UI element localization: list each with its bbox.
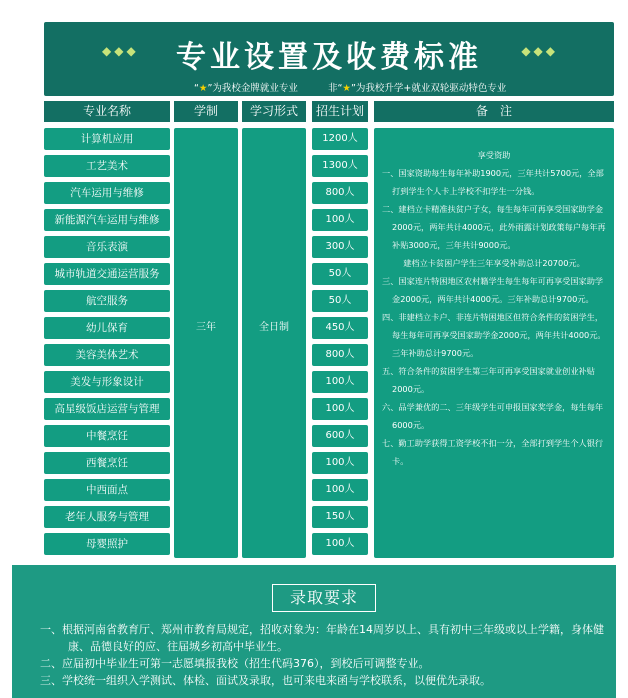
- column-header-notes: 备 注: [374, 101, 614, 122]
- note-item: 一、国家资助每生每年补助1900元，三年共计5700元，全部打到学生个人卡上学校不扣学生一分钱。: [382, 168, 604, 196]
- plan-cell: 150人: [312, 506, 368, 528]
- plan-cell: 1200人: [312, 128, 368, 150]
- plan-cell: 100人: [312, 452, 368, 474]
- major-cell: 西餐烹饪: [44, 452, 170, 474]
- plan-cell: 100人: [312, 398, 368, 420]
- star-icon: ★: [342, 83, 351, 94]
- xuezhi-cell: [174, 128, 238, 558]
- legend-dual-track-major: 非“★”为我校升学+就业双轮驱动特色专业: [328, 83, 507, 94]
- diamonds-left-icon: ◆◆◆: [102, 44, 139, 58]
- page-title: 专业设置及收费标准: [176, 40, 482, 75]
- major-cell: 城市轨道交通运营服务: [44, 263, 170, 285]
- major-cell: 音乐表演: [44, 236, 170, 258]
- note-item: 二、建档立卡精准扶贫户子女，每生每年可再享受国家助学金2000元，两年共计4000元，此外雨露计划政策每户每年再补贴3000元，三年共计9000元。: [382, 204, 606, 250]
- note-item: 五、符合条件的贫困学生第三年可再享受国家就业创业补贴2000元。: [382, 366, 595, 394]
- xingshi-value: 全日制: [259, 322, 289, 333]
- column-header-xingshi: 学习形式: [242, 101, 306, 122]
- plan-cell: 100人: [312, 371, 368, 393]
- column-header-xuezhi: 学制: [174, 101, 238, 122]
- plan-cell: 600人: [312, 425, 368, 447]
- plan-cell: 100人: [312, 479, 368, 501]
- major-cell: 美发与形象设计: [44, 371, 170, 393]
- plan-cell: 800人: [312, 182, 368, 204]
- admission-title: 录取要求: [272, 584, 376, 612]
- legend-gold-major: “★”为我校金牌就业专业: [194, 83, 298, 94]
- admission-item: 一、根据河南省教育厅、郑州市教育局规定，招收对象为：年龄在14周岁以上、具有初中三年级或以上学籍，身体健康、品德良好的应、往届城乡初高中毕业生。: [40, 623, 604, 653]
- star-icon: ★: [198, 83, 208, 94]
- plan-cell: 100人: [312, 209, 368, 231]
- plan-cell: 800人: [312, 344, 368, 366]
- major-cell: 高星级饭店运营与管理: [44, 398, 170, 420]
- major-cell: 工艺美术: [44, 155, 170, 177]
- major-cell: 幼儿保育: [44, 317, 170, 339]
- xingshi-cell: [242, 128, 306, 558]
- admission-section: [12, 565, 616, 698]
- notes-title: 享受资助: [477, 150, 511, 160]
- column-header-major: 专业名称: [44, 101, 170, 122]
- admission-item: 二、应届初中毕业生可第一志愿填报我校（招生代码376），到校后可调整专业。: [40, 657, 430, 670]
- major-cell: 新能源汽车运用与维修: [44, 209, 170, 231]
- header-banner: [44, 22, 614, 96]
- admission-item: 三、学校统一组织入学测试、体检、面试及录取，也可来电来函与学校联系，以便优先录取。: [40, 674, 491, 687]
- plan-cell: 300人: [312, 236, 368, 258]
- note-item: 建档立卡贫困户学生三年享受补助总计20700元。: [403, 258, 585, 268]
- major-cell: 汽车运用与维修: [44, 182, 170, 204]
- major-cell: 美容美体艺术: [44, 344, 170, 366]
- notes-panel: [374, 128, 614, 558]
- plan-cell: 450人: [312, 317, 368, 339]
- plan-cell: 50人: [312, 263, 368, 285]
- major-cell: 中餐烹饪: [44, 425, 170, 447]
- major-cell: 老年人服务与管理: [44, 506, 170, 528]
- admission-list: [40, 621, 610, 689]
- plan-cell: 50人: [312, 290, 368, 312]
- plan-cell: 1300人: [312, 155, 368, 177]
- column-header-plan: 招生计划: [312, 101, 368, 122]
- major-cell: 航空服务: [44, 290, 170, 312]
- note-item: 六、品学兼优的二、三年级学生可申报国家奖学金，每生每年6000元。: [382, 402, 604, 430]
- major-cell: 计算机应用: [44, 128, 170, 150]
- note-item: 三、国家连片特困地区农村籍学生每生每年可再享受国家助学金2000元，两年共计4000元。三年补助总计9700元。: [382, 276, 604, 304]
- major-cell: 母婴照护: [44, 533, 170, 555]
- major-cell: 中西面点: [44, 479, 170, 501]
- note-item: 四、非建档立卡户、非连片特困地区但符合条件的贫困学生，每生每年可再享受国家助学金2000元，两年共计4000元。三年补助总计9700元。: [382, 312, 606, 358]
- note-item: 七、勤工助学获得工资学校不扣一分，全部打到学生个人银行卡。: [382, 438, 604, 466]
- xuezhi-value: 三年: [196, 322, 216, 333]
- plan-cell: 100人: [312, 533, 368, 555]
- diamonds-right-icon: ◆◆◆: [521, 44, 558, 58]
